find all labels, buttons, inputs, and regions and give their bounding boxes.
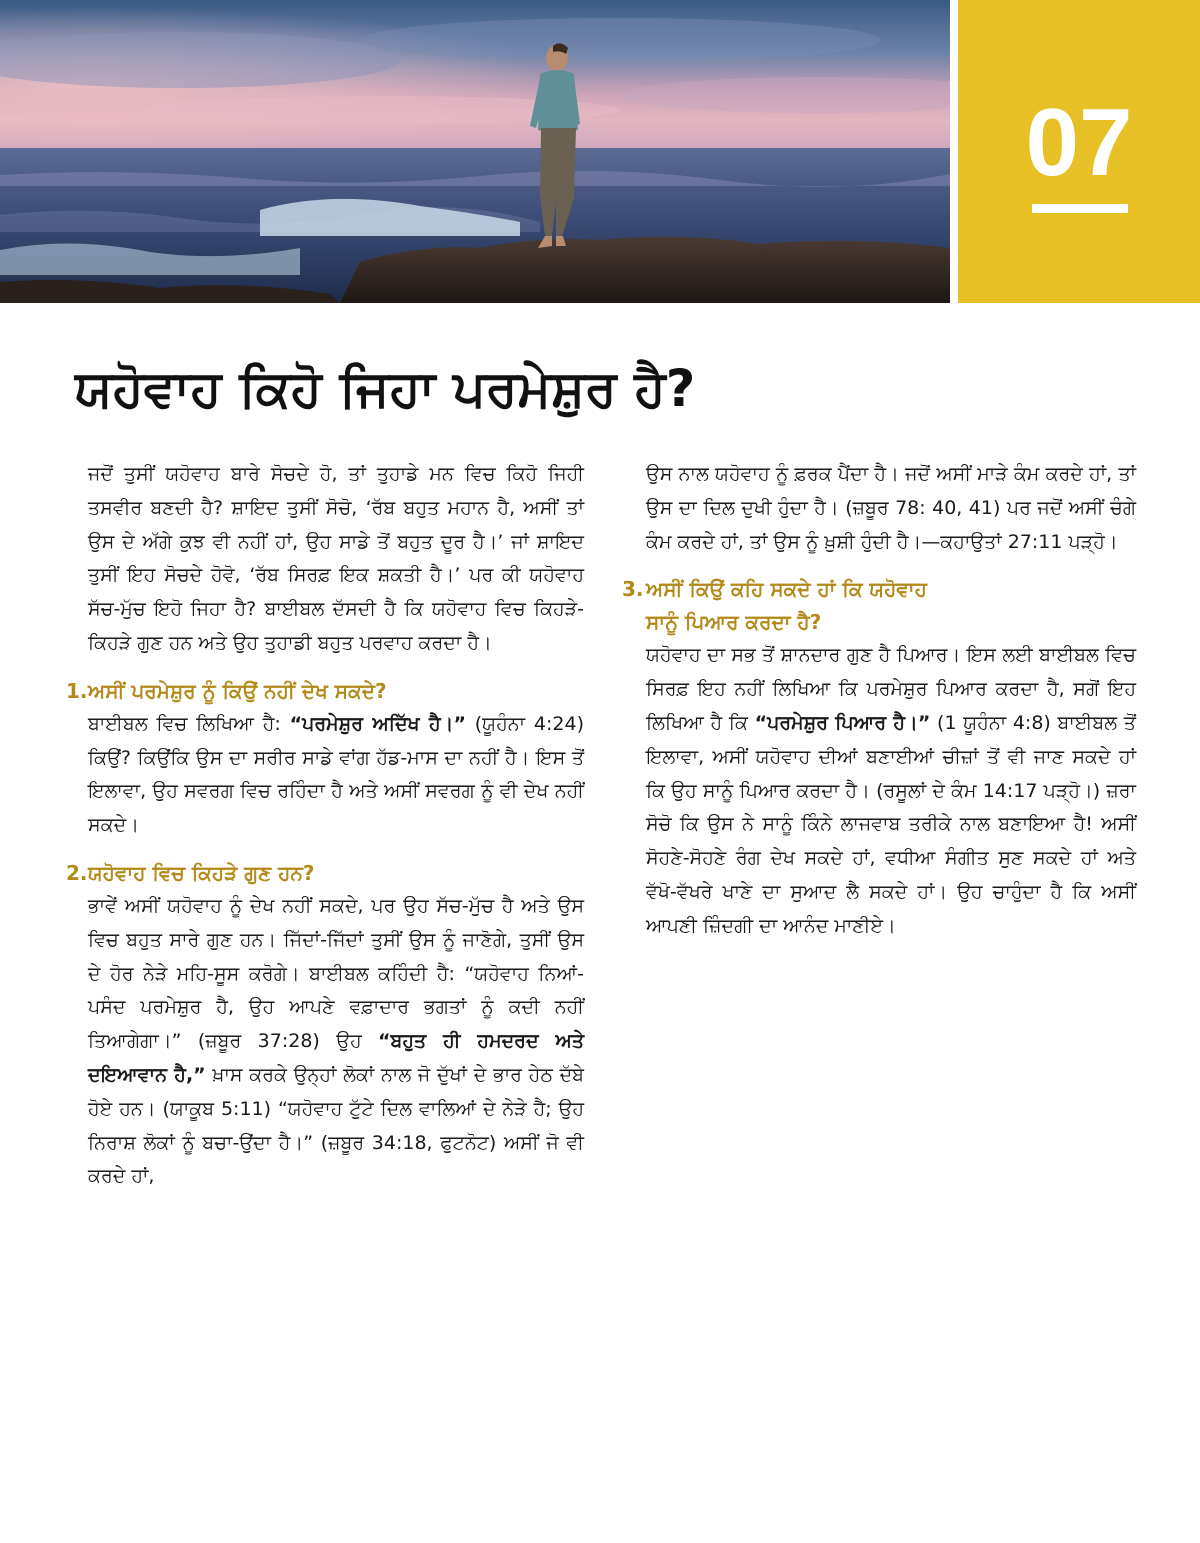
section-3-bold-quote: “ਪਰਮੇਸ਼ੁਰ ਪਿਆਰ ਹੈ।” [754, 711, 931, 734]
section-2-text-b: ਖ਼ਾਸ ਕਰਕੇ ਉਨ੍ਹਾਂ ਲੋਕਾਂ ਨਾਲ ਜੋ ਦੁੱਖਾਂ ਦੇ ਭਾਰ ਹੇਠ ਦੱਬੇ ਹੋਏ ਹਨ। (ਯਾਕੂਬ 5:11) “ਯਹੋਵਾਹ ਟੁੱਟੇ ਦਿਲ ਵਾਲਿਆਂ ਦੇ ਨੇੜੇ ਹੈ; ਉਹ ਨਿਰਾਸ਼ ਲੋਕਾਂ ਨੂੰ ਬਚਾ-ਉਂਦਾ ਹੈ।” (ਜ਼ਬੂਰ 34:18, ਫੁਟਨੋਟ) ਅਸੀਂ ਜੋ ਵੀ ਕਰਦੇ ਹਾਂ, [88, 1063, 584, 1188]
section-1-bold-quote: “ਪਰਮੇਸ਼ੁਰ ਅਦਿੱਖ ਹੈ।” [289, 712, 466, 735]
section-2-paragraph [88, 890, 584, 1194]
right-column [622, 458, 1136, 944]
question-1-text: ਅਸੀਂ ਪਰਮੇਸ਼ੁਰ ਨੂੰ ਕਿਉਂ ਨਹੀਂ ਦੇਖ ਸਕਦੇ? [88, 678, 387, 703]
question-3-line-2: ਸਾਨੂੰ ਪਿਆਰ ਕਰਦਾ ਹੈ? [646, 610, 822, 635]
lesson-number-underline [1032, 204, 1128, 213]
question-3-line-1: ਅਸੀਂ ਕਿਉਂ ਕਹਿ ਸਕਦੇ ਹਾਂ ਕਿ ਯਹੋਵਾਹ [646, 577, 927, 602]
question-3 [622, 573, 1136, 639]
question-2-text: ਯਹੋਵਾਹ ਵਿਚ ਕਿਹੜੇ ਗੁਣ ਹਨ? [88, 860, 315, 885]
intro-paragraph: ਜਦੋਂ ਤੁਸੀਂ ਯਹੋਵਾਹ ਬਾਰੇ ਸੋਚਦੇ ਹੋ, ਤਾਂ ਤੁਹਾਡੇ ਮਨ ਵਿਚ ਕਿਹੋ ਜਿਹੀ ਤਸਵੀਰ ਬਣਦੀ ਹੈ? ਸ਼ਾਇਦ ਤੁਸੀਂ ਸੋਚੋ, ‘ਰੱਬ ਬਹੁਤ ਮਹਾਨ ਹੈ, ਅਸੀਂ ਤਾਂ ਉਸ ਦੇ ਅੱਗੇ ਕੁਝ ਵੀ ਨਹੀਂ ਹਾਂ, ਉਹ ਸਾਡੇ ਤੋਂ ਬਹੁਤ ਦੂਰ ਹੈ।’ ਜਾਂ ਸ਼ਾਇਦ ਤੁਸੀਂ ਇਹ ਸੋਚਦੇ ਹੋਵੋ, ‘ਰੱਬ ਸਿਰਫ਼ ਇਕ ਸ਼ਕਤੀ ਹੈ।’ ਪਰ ਕੀ ਯਹੋਵਾਹ ਸੱਚ-ਮੁੱਚ ਇਹੋ ਜਿਹਾ ਹੈ? ਬਾਈਬਲ ਦੱਸਦੀ ਹੈ ਕਿ ਯਹੋਵਾਹ ਵਿਚ ਕਿਹੜੇ-ਕਿਹੜੇ ਗੁਣ ਹਨ ਅਤੇ ਉਹ ਤੁਹਾਡੀ ਬਹੁਤ ਪਰਵਾਹ ਕਰਦਾ ਹੈ। [88, 463, 584, 654]
section-2-text-a: ਭਾਵੇਂ ਅਸੀਂ ਯਹੋਵਾਹ ਨੂੰ ਦੇਖ ਨਹੀਂ ਸਕਦੇ, ਪਰ ਉਹ ਸੱਚ-ਮੁੱਚ ਹੈ ਅਤੇ ਉਸ ਵਿਚ ਬਹੁਤ ਸਾਰੇ ਗੁਣ ਹਨ। ਜਿੱਦਾਂ-ਜਿੱਦਾਂ ਤੁਸੀਂ ਉਸ ਨੂੰ ਜਾਣੋਗੇ, ਤੁਸੀਂ ਉਸ ਦੇ ਹੋਰ ਨੇੜੇ ਮਹਿ-ਸੂਸ ਕਰੋਗੇ। ਬਾਈਬਲ ਕਹਿੰਦੀ ਹੈ: “ਯਹੋਵਾਹ ਨਿਆਂ-ਪਸੰਦ ਪਰਮੇਸ਼ੁਰ ਹੈ, ਉਹ ਆਪਣੇ ਵਫ਼ਾਦਾਰ ਭਗਤਾਂ ਨੂੰ ਕਦੀ ਨਹੀਂ ਤਿਆਗੇਗਾ।” (ਜ਼ਬੂਰ 37:28) ਉਹ [88, 894, 584, 1053]
section-3-paragraph [646, 639, 1136, 943]
hero-photo [0, 0, 950, 303]
question-1-number: 1. [66, 678, 88, 703]
question-1 [66, 675, 584, 708]
page-title: ਯਹੋਵਾਹ ਕਿਹੋ ਜਿਹਾ ਪਰਮੇਸ਼ੁਰ ਹੈ? [75, 360, 696, 419]
question-3-number: 3. [622, 577, 644, 602]
section-3-text-b: (1 ਯੂਹੰਨਾ 4:8) ਬਾਈਬਲ ਤੋਂ ਇਲਾਵਾ, ਅਸੀਂ ਯਹੋਵਾਹ ਦੀਆਂ ਬਣਾਈਆਂ ਚੀਜ਼ਾਂ ਤੋਂ ਵੀ ਜਾਣ ਸਕਦੇ ਹਾਂ ਕਿ ਉਹ ਸਾਨੂੰ ਪਿਆਰ ਕਰਦਾ ਹੈ। (ਰਸੂਲਾਂ ਦੇ ਕੰਮ 14:17 ਪੜ੍ਹੋ।) ਜ਼ਰਾ ਸੋਚੋ ਕਿ ਉਸ ਨੇ ਸਾਨੂੰ ਕਿੰਨੇ ਲਾਜਵਾਬ ਤਰੀਕੇ ਨਾਲ ਬਣਾਇਆ ਹੈ! ਅਸੀਂ ਸੋਹਣੇ-ਸੋਹਣੇ ਰੰਗ ਦੇਖ ਸਕਦੇ ਹਾਂ, ਵਧੀਆ ਸੰਗੀਤ ਸੁਣ ਸਕਦੇ ਹਾਂ ਅਤੇ ਵੱਖੋ-ਵੱਖਰੇ ਖਾਣੇ ਦਾ ਸੁਆਦ ਲੈ ਸਕਦੇ ਹਾਂ। ਉਹ ਚਾਹੁੰਦਾ ਹੈ ਕਿ ਅਸੀਂ ਆਪਣੀ ਜ਼ਿੰਦਗੀ ਦਾ ਆਨੰਦ ਮਾਣੀਏ। [646, 711, 1136, 937]
section-1-text-b: (ਯੂਹੰਨਾ 4:24) ਕਿਉਂ? ਕਿਉਂਕਿ ਉਸ ਦਾ ਸਰੀਰ ਸਾਡੇ ਵਾਂਗ ਹੱਡ-ਮਾਸ ਦਾ ਨਹੀਂ ਹੈ। ਇਸ ਤੋਂ ਇਲਾਵਾ, ਉਹ ਸਵਰਗ ਵਿਚ ਰਹਿੰਦਾ ਹੈ ਅਤੇ ਅਸੀਂ ਸਵਰਗ ਨੂੰ ਵੀ ਦੇਖ ਨਹੀਂ ਸਕਦੇ। [88, 712, 585, 837]
section-2-continued-paragraph: ਉਸ ਨਾਲ ਯਹੋਵਾਹ ਨੂੰ ਫ਼ਰਕ ਪੈਂਦਾ ਹੈ। ਜਦੋਂ ਅਸੀਂ ਮਾੜੇ ਕੰਮ ਕਰਦੇ ਹਾਂ, ਤਾਂ ਉਸ ਦਾ ਦਿਲ ਦੁਖੀ ਹੁੰਦਾ ਹੈ। (ਜ਼ਬੂਰ 78: 40, 41) ਪਰ ਜਦੋਂ ਅਸੀਂ ਚੰਗੇ ਕੰਮ ਕਰਦੇ ਹਾਂ, ਤਾਂ ਉਸ ਨੂੰ ਖ਼ੁਸ਼ੀ ਹੁੰਦੀ ਹੈ।—ਕਹਾਉਤਾਂ 27:11 ਪੜ੍ਹੋ। [646, 463, 1136, 553]
lesson-number: 07 [1025, 89, 1133, 196]
lesson-number-block [958, 0, 1200, 303]
question-2 [66, 857, 584, 890]
section-3-text-a: ਯਹੋਵਾਹ ਦਾ ਸਭ ਤੋਂ ਸ਼ਾਨਦਾਰ ਗੁਣ ਹੈ ਪਿਆਰ। ਇਸ ਲਈ ਬਾਈਬਲ ਵਿਚ ਸਿਰਫ਼ ਇਹ ਨਹੀਂ ਲਿਖਿਆ ਕਿ ਪਰਮੇਸ਼ੁਰ ਪਿਆਰ ਕਰਦਾ ਹੈ, ਸਗੋਂ ਇਹ ਲਿਖਿਆ ਹੈ ਕਿ [646, 644, 1136, 734]
section-2-bold-quote: “ਬਹੁਤ ਹੀ ਹਮਦਰਦ ਅਤੇ ਦਇਆਵਾਨ ਹੈ,” [88, 1030, 584, 1086]
section-1-paragraph [88, 708, 584, 843]
left-column [66, 458, 585, 1194]
question-2-number: 2. [66, 860, 88, 885]
section-1-text-a: ਬਾਈਬਲ ਵਿਚ ਲਿਖਿਆ ਹੈ: [88, 712, 290, 735]
